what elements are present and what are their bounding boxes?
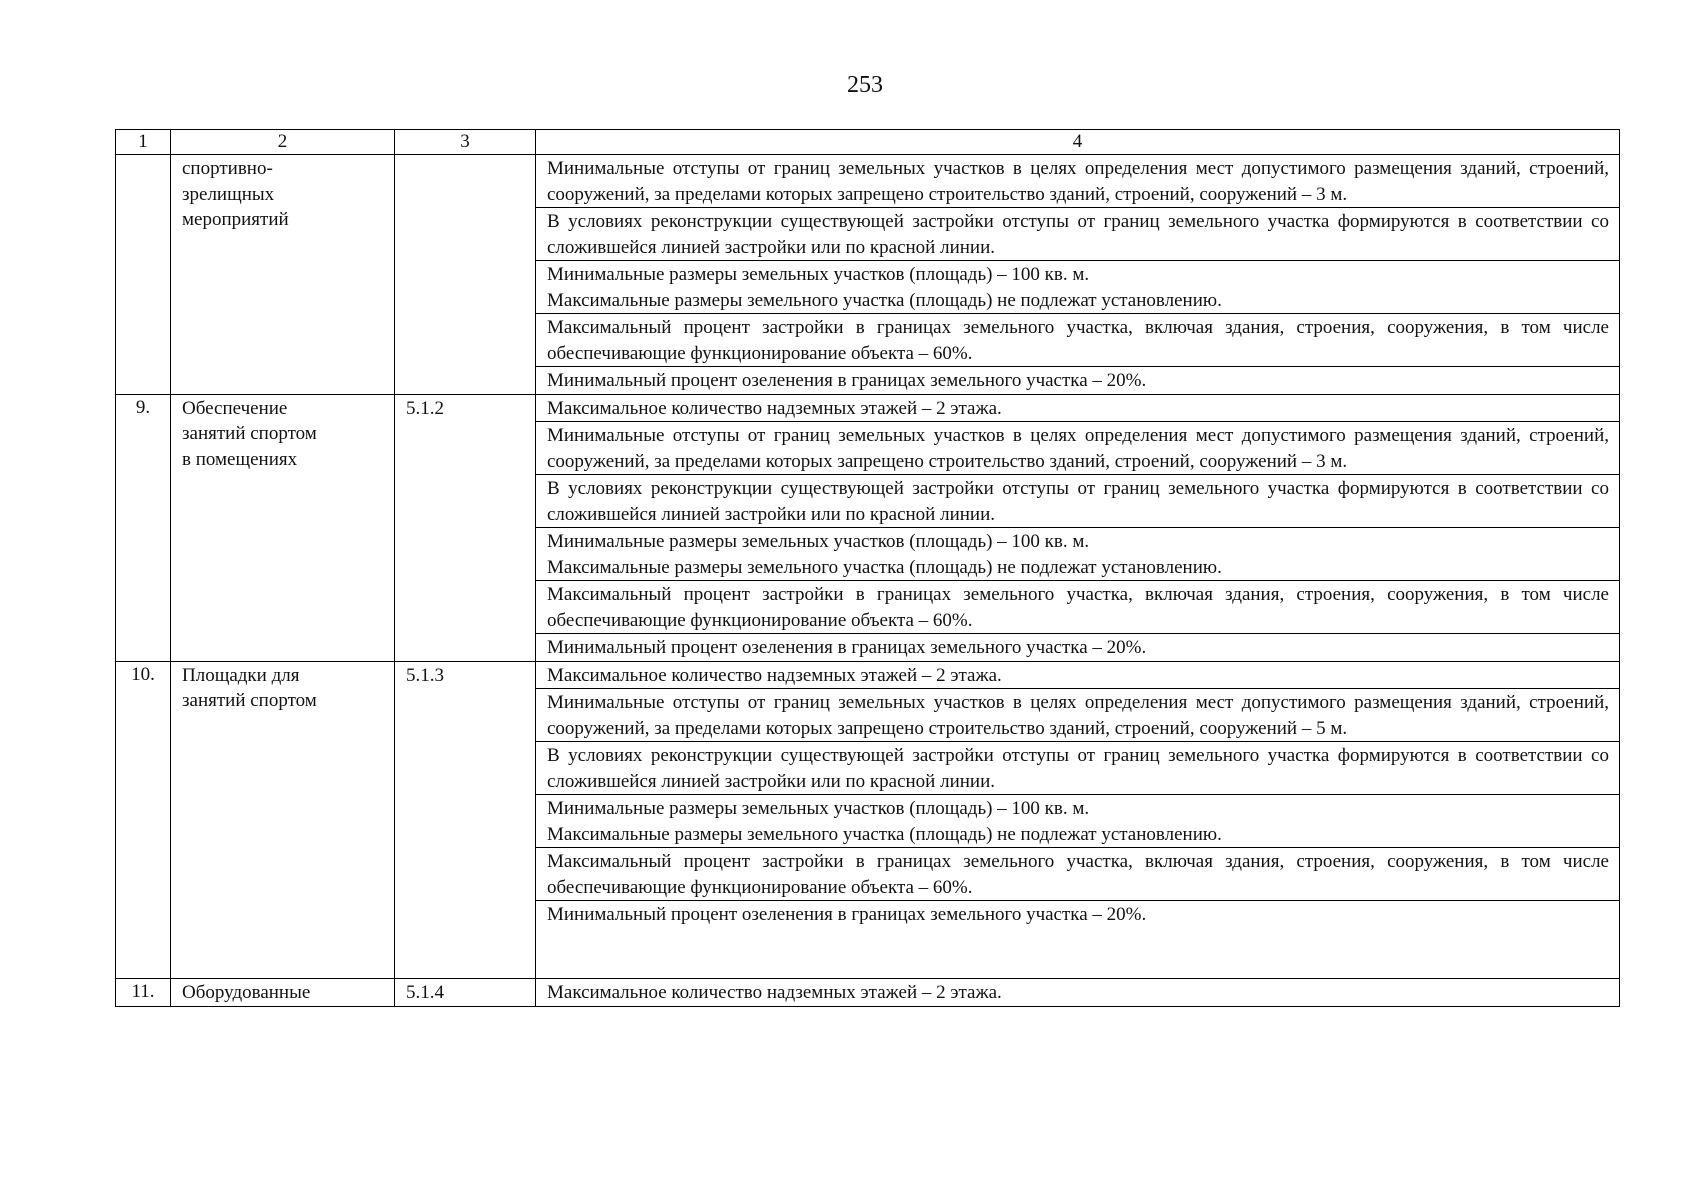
parameters-cell: [536, 155, 1620, 395]
parameter-item: Максимальное количество надземных этажей – 2 этажа.: [536, 662, 1619, 690]
column-header: 4: [536, 130, 1620, 155]
parameter-line: Минимальные размеры земельных участков (площадь) – 100 кв. м.: [547, 264, 1090, 285]
parameter-line: Максимальные размеры земельного участка (площадь) не подлежат установлению.: [547, 556, 1222, 578]
parameters-cell: [536, 979, 1620, 1007]
use-type-code: 5.1.4: [395, 979, 536, 1007]
parameter-item: Минимальные отступы от границ земельных участков в целях определения мест допустимого размещения зданий, строений, сооружений, за пределами которых запрещено строительство зданий, строений, сооружений – 5 м.: [536, 689, 1619, 742]
header-row: [116, 130, 1620, 155]
use-type-name-line: зрелищных: [182, 183, 275, 205]
regulations-table: [115, 129, 1620, 1007]
parameter-item: [536, 795, 1619, 848]
use-type-code: [395, 155, 536, 395]
use-type-code: 5.1.2: [395, 394, 536, 661]
page-number: 253: [847, 72, 883, 98]
table-row-continued: [116, 155, 1620, 395]
use-type-code: 5.1.3: [395, 661, 536, 979]
parameter-item: Максимальный процент застройки в границах земельного участка, включая здания, строения, сооружения, в том числе обеспечивающие функционирование объекта – 60%.: [536, 848, 1619, 901]
use-type-name-line: занятий спортом: [182, 690, 317, 711]
use-type-name-line: мероприятий: [182, 209, 289, 230]
table-row: [116, 394, 1620, 661]
column-header: 2: [171, 130, 395, 155]
row-number: 11.: [116, 979, 171, 1007]
use-type-name: [171, 661, 395, 979]
use-type-name-line: спортивно-: [182, 158, 273, 179]
parameter-item: Максимальный процент застройки в границах земельного участка, включая здания, строения, сооружения, в том числе обеспечивающие функционирование объекта – 60%.: [536, 314, 1619, 367]
parameter-item: [536, 261, 1619, 314]
use-type-name: [171, 155, 395, 395]
parameters-cell: [536, 661, 1620, 979]
column-header: 3: [395, 130, 536, 155]
parameter-item: Минимальный процент озеленения в границах земельного участка – 20%.: [547, 637, 1147, 658]
parameter-item: В условиях реконструкции существующей застройки отступы от границ земельного участка формируются в соответствии со сложившейся линией застройки или по красной линии.: [536, 208, 1619, 261]
parameter-item: В условиях реконструкции существующей застройки отступы от границ земельного участка формируются в соответствии со сложившейся линией застройки или по красной линии.: [536, 742, 1619, 795]
parameter-item: В условиях реконструкции существующей застройки отступы от границ земельного участка формируются в соответствии со сложившейся линией застройки или по красной линии.: [536, 475, 1619, 528]
row-number: 9.: [116, 394, 171, 661]
column-header: 1: [116, 130, 171, 155]
parameter-item: Минимальные отступы от границ земельных участков в целях определения мест допустимого размещения зданий, строений, сооружений, за пределами которых запрещено строительство зданий, строений, сооружений – 3 м.: [536, 155, 1619, 208]
table-row: [116, 661, 1620, 979]
use-type-name: [171, 394, 395, 661]
table-row: [116, 979, 1620, 1007]
parameter-item: Минимальный процент озеленения в границах земельного участка – 20%.: [547, 370, 1147, 391]
parameters-cell: [536, 394, 1620, 661]
parameter-item: [536, 528, 1619, 581]
parameter-item: Максимальное количество надземных этажей – 2 этажа.: [547, 982, 1002, 1003]
parameter-item: Минимальные отступы от границ земельных участков в целях определения мест допустимого размещения зданий, строений, сооружений, за пределами которых запрещено строительство зданий, строений, сооружений – 3 м.: [536, 422, 1619, 475]
row-number: 10.: [116, 661, 171, 979]
use-type-name-line: Обеспечение: [182, 397, 288, 419]
parameter-item: Максимальный процент застройки в границах земельного участка, включая здания, строения, сооружения, в том числе обеспечивающие функционирование объекта – 60%.: [536, 581, 1619, 634]
parameter-item: Минимальный процент озеленения в границах земельного участка – 20%.: [547, 904, 1147, 925]
parameter-line: Минимальные размеры земельных участков (площадь) – 100 кв. м.: [547, 798, 1090, 819]
parameter-line: Максимальные размеры земельного участка (площадь) не подлежат установлению.: [547, 289, 1222, 311]
use-type-name: [171, 979, 395, 1007]
parameter-item: Максимальное количество надземных этажей – 2 этажа.: [536, 395, 1619, 423]
use-type-name-line: занятий спортом: [182, 423, 317, 444]
use-type-name-line: Площадки для: [182, 664, 300, 686]
use-type-name-line: в помещениях: [182, 448, 298, 470]
parameter-line: Минимальные размеры земельных участков (площадь) – 100 кв. м.: [547, 531, 1090, 552]
use-type-name-line: Оборудованные: [182, 982, 311, 1003]
row-number: [116, 155, 171, 395]
parameter-line: Максимальные размеры земельного участка (площадь) не подлежат установлению.: [547, 823, 1222, 845]
